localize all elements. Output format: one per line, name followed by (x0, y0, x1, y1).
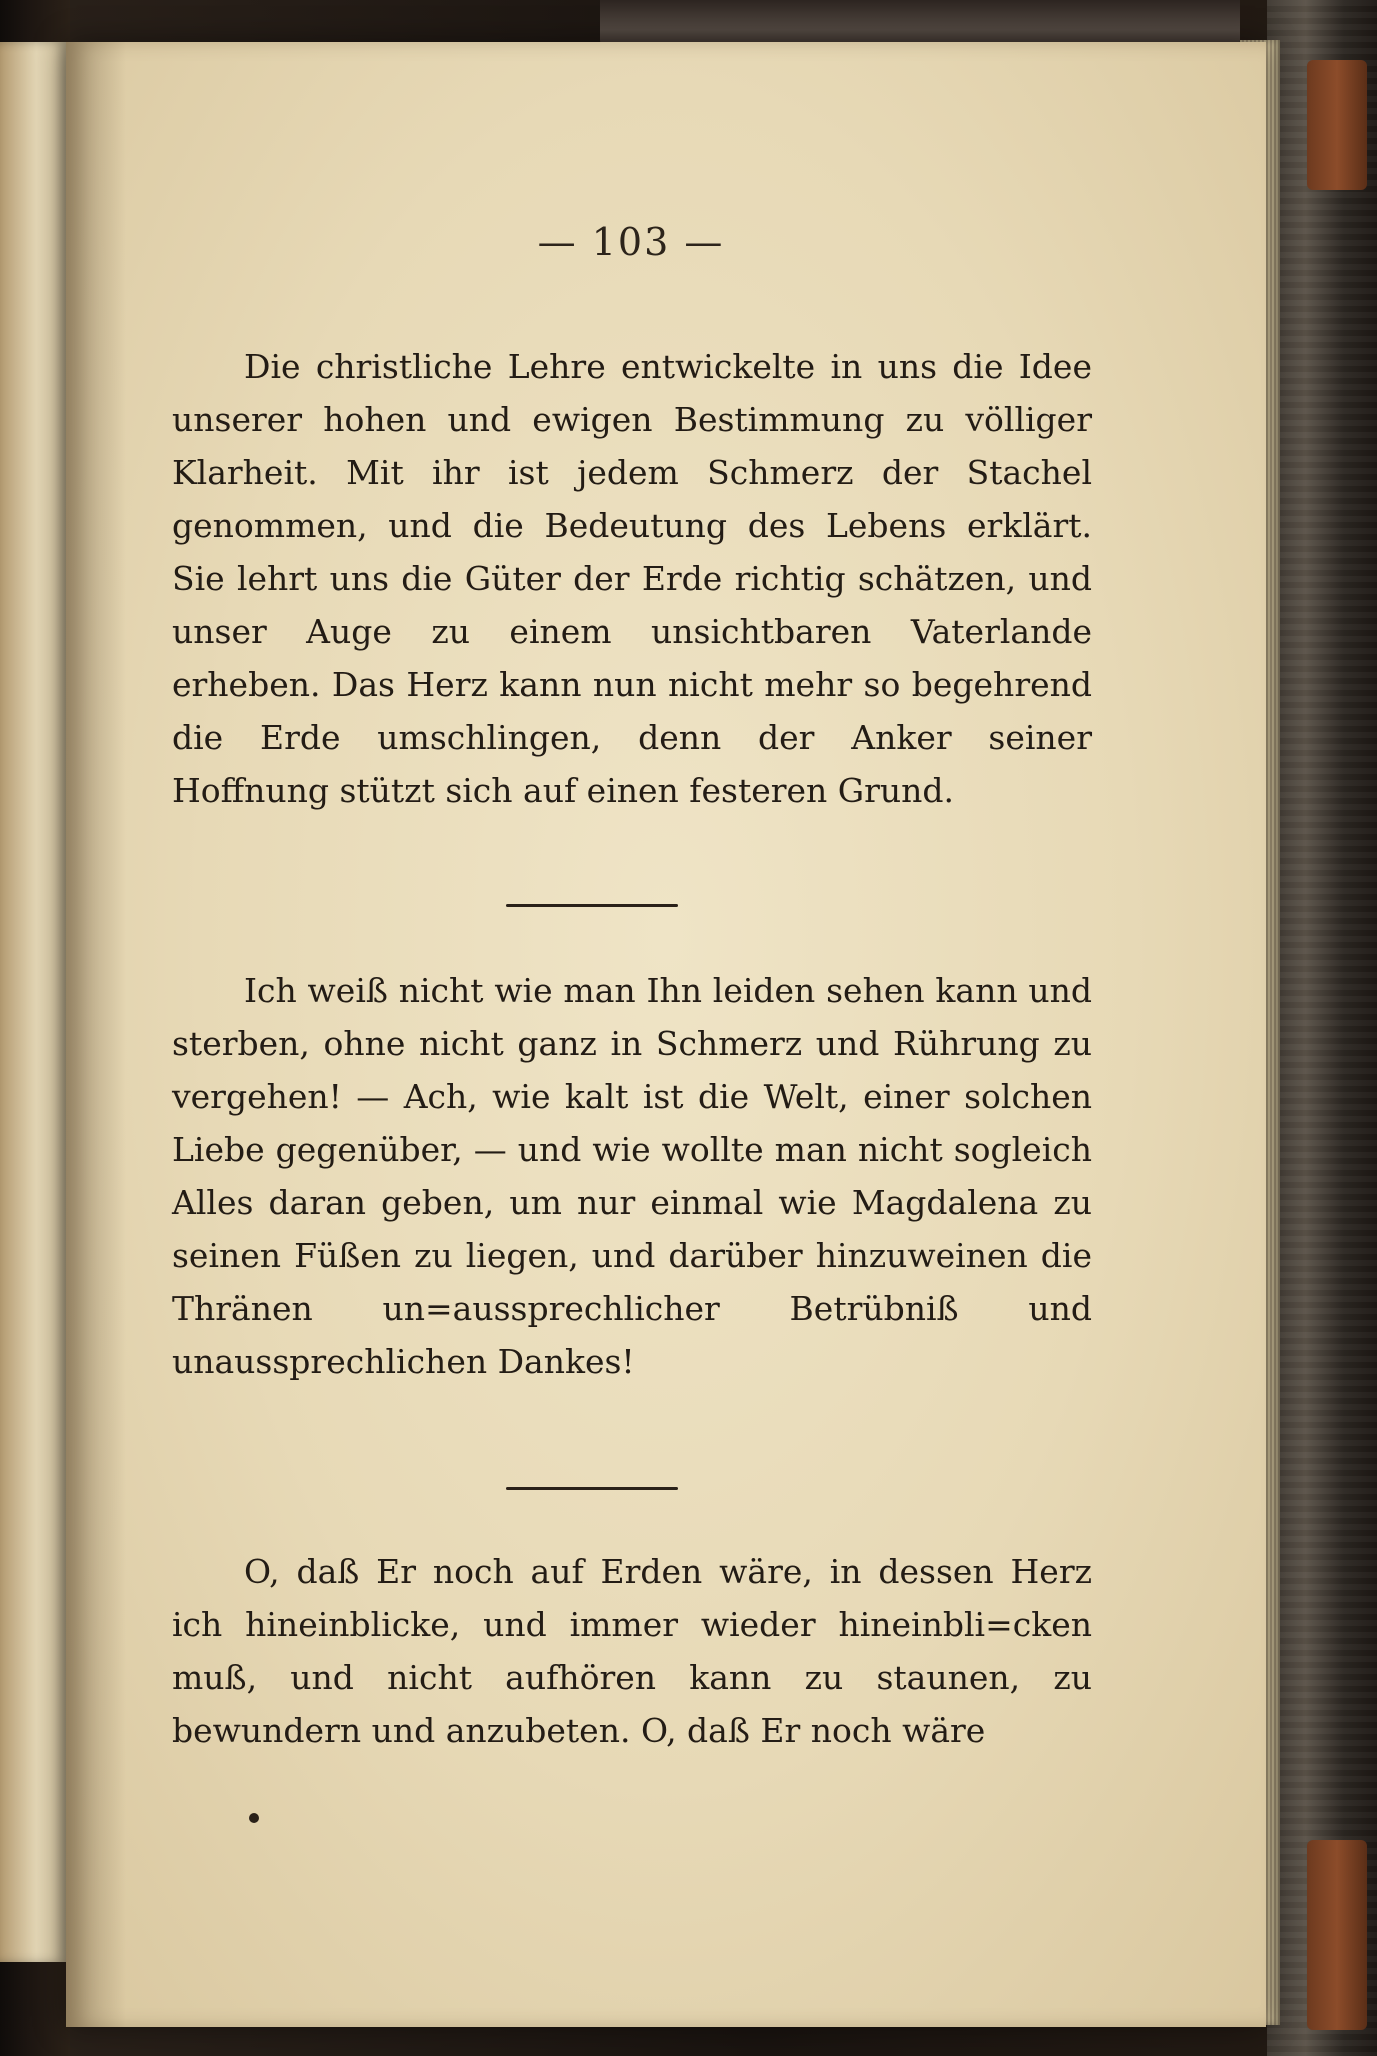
book-page (66, 42, 1266, 2027)
paragraph-1: Die christliche Lehre entwickelte in uns die Idee unserer hohen und ewigen Bestimmung zu völliger Klarheit. Mit ihr ist jedem Schmerz der Stachel genommen, und die Bedeutung des Lebens erklärt. Sie lehrt uns die Güter der Erde richtig schätzen, und unser Auge zu einem unsichtbaren Vaterlande erheben. Das Herz kann nun nicht mehr so begehrend die Erde umschlingen, denn der Anker seiner Hoffnung stützt sich auf einen festeren Grund. (172, 347, 1092, 810)
section-divider-1 (506, 904, 678, 907)
leather-corner-bottom (1307, 1840, 1367, 2030)
ink-speck (249, 1813, 259, 1823)
paragraph-1-block (172, 340, 1092, 817)
gutter-shadow (66, 42, 126, 2027)
paragraph-3-block (172, 1545, 1092, 1757)
paragraph-3: O, daß Er noch auf Erden wäre, in dessen Herz ich hineinblicke, und immer wieder hineinbli=cken muß, und nicht aufhören kann zu staunen, zu bewundern und anzubeten. O, daß Er noch wäre (172, 1552, 1092, 1750)
book-cover-right (1267, 0, 1377, 2056)
page-number: — 103 — (537, 220, 725, 264)
leather-corner-top (1307, 60, 1367, 190)
section-divider-2 (506, 1487, 678, 1490)
facing-page-edge (0, 42, 66, 1962)
paragraph-2-block (172, 964, 1092, 1388)
paragraph-2: Ich weiß nicht wie man Ihn leiden sehen kann und sterben, ohne nicht ganz in Schmerz und Rührung zu vergehen! — Ach, wie kalt ist die Welt, einer solchen Liebe gegenüber, — und wie wollte man nicht sogleich Alles daran geben, um nur einmal wie Magdalena zu seinen Füßen zu liegen, und darüber hinzuweinen die Thränen un=aussprechlicher Betrübniß und unaussprechlichen Dankes! (172, 971, 1092, 1381)
